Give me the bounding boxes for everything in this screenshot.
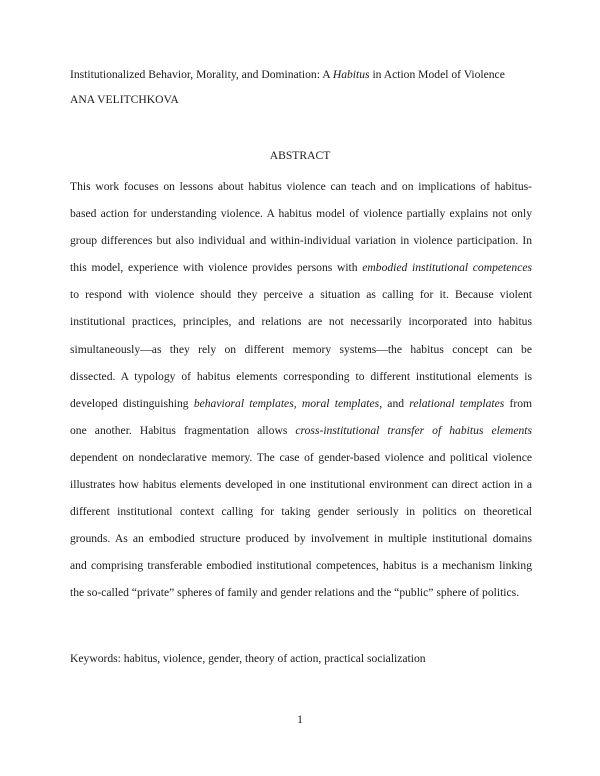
page-number: 1	[297, 713, 303, 726]
title-text-italic: Habitus	[332, 68, 370, 81]
abstract-line	[70, 287, 532, 314]
abstract-text: grounds. As an embodied structure produced by involvement in multiple institutional domains	[70, 532, 532, 546]
abstract-line	[70, 504, 532, 531]
abstract-line	[70, 585, 532, 612]
abstract-text: institutional practices, principles, and relations are not necessarily incorporated into habitus	[70, 315, 532, 329]
abstract-italic-term: moral templates	[301, 396, 380, 410]
abstract-text: one another. Habitus fragmentation allows	[70, 423, 296, 437]
keywords: Keywords: habitus, violence, gender, theory of action, practical socialization	[70, 652, 426, 665]
abstract-text: from	[504, 396, 533, 410]
abstract-text: based action for understanding violence. A habitus model of violence partially explains not only	[70, 207, 532, 221]
abstract-line	[70, 396, 532, 423]
abstract-italic-term: embodied institutional competences	[362, 261, 533, 275]
abstract-text: ,	[293, 396, 302, 410]
paper-title	[70, 67, 540, 83]
title-text-after: in Action Model of Violence	[369, 68, 505, 81]
abstract-line	[70, 423, 532, 450]
abstract-text: , and	[379, 396, 410, 410]
abstract-line	[70, 314, 532, 341]
abstract-text: different institutional context calling for taking gender seriously in politics on theoretical	[70, 505, 532, 519]
abstract-text: to respond with violence should they perceive a situation as calling for it. Because violent	[70, 288, 532, 302]
abstract-line	[70, 260, 532, 287]
abstract-text: developed distinguishing	[70, 396, 194, 410]
abstract-line	[70, 342, 532, 369]
author-name: ANA VELITCHKOVA	[70, 93, 179, 106]
abstract-text: dependent on nondeclarative memory. The case of gender-based violence and political violence	[70, 450, 532, 464]
abstract-line	[70, 558, 532, 585]
abstract-text: This work focuses on lessons about habitus violence can teach and on implications of habitus-	[70, 180, 532, 193]
abstract-text: the so-called “private” spheres of family and gender relations and the “public” sphere of politics.	[70, 586, 520, 600]
abstract-italic-term: behavioral templates	[193, 396, 294, 410]
abstract-line	[70, 531, 532, 558]
abstract-text: simultaneously—as they rely on different memory systems—the habitus concept can be	[70, 342, 532, 356]
abstract-text: illustrates how habitus elements developed in one institutional environment can direct action in a	[70, 478, 532, 492]
abstract-italic-term: relational templates	[409, 396, 505, 410]
abstract-line	[70, 206, 532, 233]
abstract-text: dissected. A typology of habitus elements corresponding to different institutional elements is	[70, 369, 532, 383]
abstract-line	[70, 477, 532, 504]
abstract-text: group differences but also individual and within-individual variation in violence participation. In	[70, 234, 532, 248]
abstract-heading: ABSTRACT	[269, 149, 331, 162]
title-text-before: Institutionalized Behavior, Morality, and Domination: A	[70, 68, 333, 81]
abstract-text: and comprising transferable embodied institutional competences, habitus is a mechanism linking	[70, 559, 532, 573]
abstract-line	[70, 369, 532, 396]
abstract-italic-term: cross-institutional transfer of habitus elements	[295, 423, 533, 437]
abstract-body	[70, 179, 532, 613]
abstract-line	[70, 233, 532, 260]
abstract-text: this model, experience with violence provides persons with	[70, 261, 363, 275]
abstract-line	[70, 450, 532, 477]
abstract-line	[70, 179, 532, 206]
